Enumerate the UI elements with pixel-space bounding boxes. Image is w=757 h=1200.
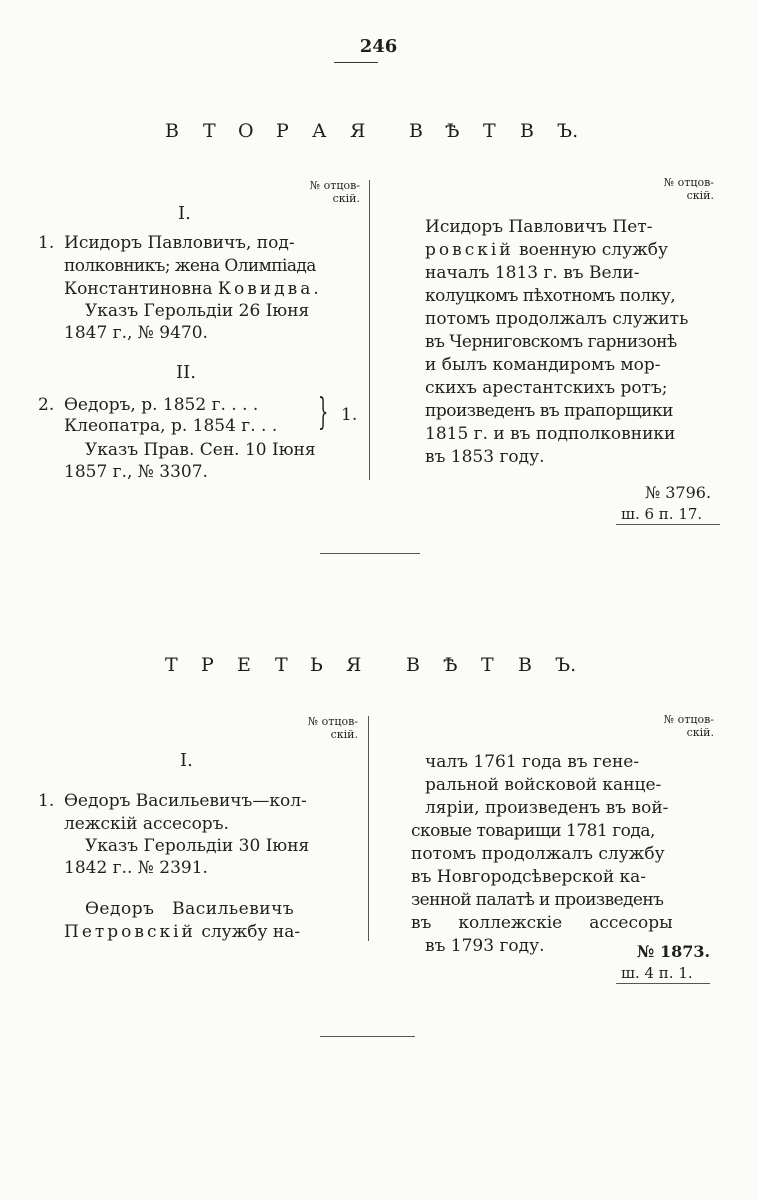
right-text-line: потомъ продолжалъ служить <box>425 309 689 329</box>
right-text: Исидоръ Павловичъ Пет- <box>425 217 653 237</box>
right-text-line: въ Черниговскомъ гарнизонѣ <box>425 332 677 352</box>
entry-reference: 1. <box>341 405 358 425</box>
right-column-label: № отцов- скій. <box>663 176 714 202</box>
right-text-line <box>425 239 668 262</box>
title-letter: Т <box>165 654 178 676</box>
entry-line: Өедоръ, р. 1852 г. . . . <box>64 395 259 415</box>
title-letter: Ь <box>310 654 323 676</box>
right-text-line: скихъ арестантскихъ ротъ; <box>425 378 668 398</box>
title-letter: Я <box>350 120 366 142</box>
title-letter: Т <box>481 654 494 676</box>
paragraph-line: Өедоръ Васильевичъ <box>85 899 295 919</box>
title-letter: О <box>238 120 254 142</box>
title-letter: Е <box>237 654 251 676</box>
title-letter: В <box>520 120 534 142</box>
title-letter: Т <box>483 120 496 142</box>
entry-line: 1847 г., № 9470. <box>64 323 208 343</box>
right-text-line: колуцкомъ пѣхотномъ полку, <box>425 286 676 306</box>
branch2-title <box>0 120 757 146</box>
entry-number: 2. <box>38 395 55 415</box>
right-text-line: началъ 1813 г. въ Вели- <box>425 263 640 283</box>
shelf-rule <box>616 524 720 525</box>
left-column-label: № отцов- скій. <box>309 179 360 205</box>
right-text-line: потомъ продолжалъ службу <box>411 844 665 864</box>
entry-line: Исидоръ Павловичъ, под- <box>64 233 295 253</box>
brace-icon: } <box>318 392 329 433</box>
entry-line: Клеопатра, р. 1854 г. . . <box>64 416 278 436</box>
right-text-line: ляріи, произведенъ въ вой- <box>425 798 669 818</box>
paragraph-spaced-surname: Петровскій <box>64 922 196 942</box>
title-letter: Ѣ <box>443 654 458 676</box>
reference-number: № 1873. <box>637 942 711 961</box>
title-letter: Ъ. <box>557 120 579 142</box>
entry-number: 1. <box>38 233 55 253</box>
title-letter: А <box>312 120 327 142</box>
page-number-rule <box>334 62 378 63</box>
entry-spaced-surname: Ковидва. <box>217 279 322 299</box>
left-column-divider <box>369 180 370 480</box>
right-text-line: зенной палатѣ и произведенъ <box>411 890 664 910</box>
reference-number: № 3796. <box>645 483 712 502</box>
right-text-line: въ коллежскіе ассесоры <box>411 913 673 933</box>
generation-roman-1: I. <box>180 750 193 771</box>
entry-line: Указъ Герольдіи 26 Іюня <box>85 301 310 321</box>
shelf-rule <box>616 983 710 984</box>
left-column-label: № отцов- скій. <box>307 715 358 741</box>
entry-number: 1. <box>38 791 55 811</box>
title-letter: Т <box>275 654 288 676</box>
entry-line: Указъ Прав. Сен. 10 Іюня <box>85 440 316 460</box>
section-separator <box>320 553 420 554</box>
right-text: военную службу <box>519 240 668 260</box>
right-text-line: въ 1853 году. <box>425 447 545 467</box>
right-text-line: въ 1793 году. <box>425 936 545 956</box>
title-letter: Ъ. <box>555 654 577 676</box>
title-letter: В <box>165 120 179 142</box>
title-letter: Т <box>203 120 216 142</box>
paragraph-line <box>64 921 300 943</box>
reference-shelf: ш. 6 п. 17. <box>621 505 703 523</box>
entry-line: Указъ Герольдіи 30 Іюня <box>85 836 310 856</box>
generation-roman-2: II. <box>176 362 196 383</box>
reference-shelf: ш. 4 п. 1. <box>621 964 693 982</box>
right-column-label: № отцов- скій. <box>663 713 714 739</box>
right-text-line: 1815 г. и въ подполковники <box>425 424 676 444</box>
section-separator <box>320 1036 415 1037</box>
branch3-title <box>0 654 757 680</box>
right-text-line: произведенъ въ прапорщики <box>425 401 673 421</box>
entry-line: 1842 г.. № 2391. <box>64 858 208 878</box>
entry-line: 1857 г., № 3307. <box>64 462 208 482</box>
right-text-line <box>425 216 652 239</box>
title-letter: Я <box>346 654 362 676</box>
entry-line: лежскій ассесоръ. <box>64 814 229 834</box>
title-letter: Р <box>276 120 289 142</box>
paragraph-text: службу на- <box>201 922 301 942</box>
title-letter: В <box>406 654 420 676</box>
entry-line <box>64 278 322 300</box>
right-spaced-surname: ровскій <box>425 240 514 260</box>
generation-roman-1: I. <box>178 203 191 224</box>
right-text-line: въ Новгородсѣверской ка- <box>411 867 647 887</box>
title-letter: В <box>409 120 423 142</box>
title-letter: Р <box>201 654 214 676</box>
right-text-line: чалъ 1761 года въ гене- <box>425 752 640 772</box>
right-text-line: и былъ командиромъ мор- <box>425 355 661 375</box>
page-number: 246 <box>359 36 398 57</box>
right-text-line: ральной войсковой канце- <box>425 775 662 795</box>
left-column-divider <box>368 716 369 941</box>
title-letter: Ѣ <box>445 120 460 142</box>
right-text-line: сковые товарищи 1781 года, <box>411 821 655 841</box>
entry-line: полковникъ; жена Олимпіада <box>64 256 316 276</box>
title-letter: В <box>518 654 532 676</box>
entry-line: Өедоръ Васильевичъ—кол- <box>64 791 307 811</box>
entry-text: Константиновна <box>64 279 213 299</box>
